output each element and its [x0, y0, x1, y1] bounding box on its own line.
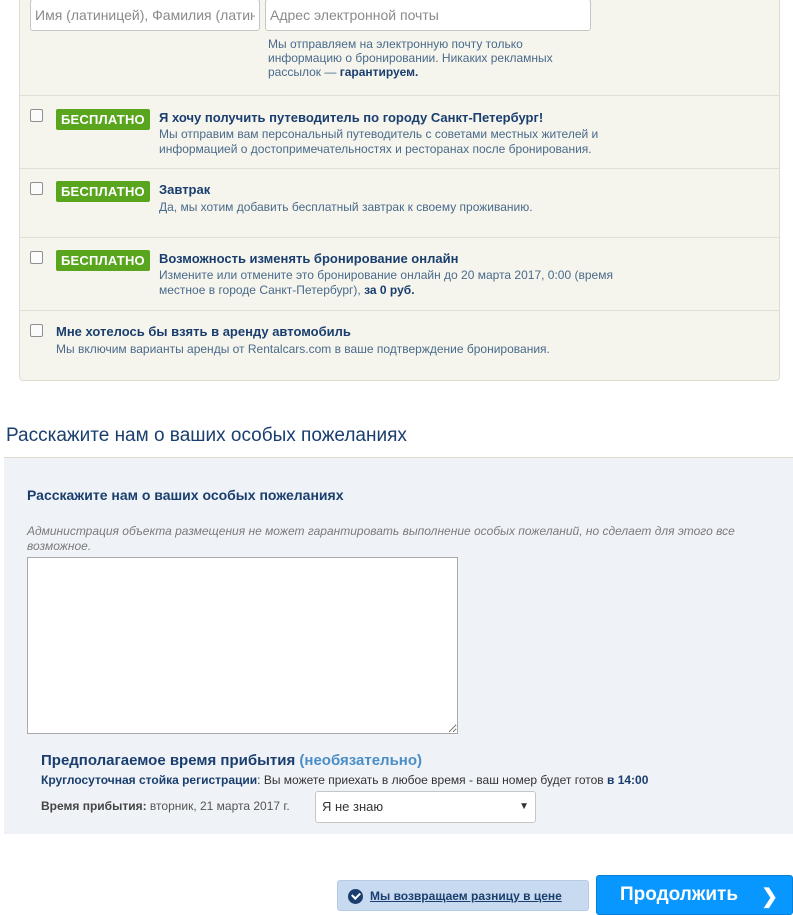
option-title-breakfast: Завтрак: [159, 182, 211, 197]
free-badge: БЕСПЛАТНО: [56, 109, 150, 130]
frontdesk-info: [41, 773, 648, 787]
flexible-booking-price: за 0 руб.: [364, 283, 415, 297]
frontdesk-text: : Вы можете приехать в любое время - ваш номер будет готов: [257, 773, 607, 787]
option-title-flexible-booking: Возможность изменять бронирование онлайн: [159, 251, 459, 266]
email-note-text: Мы отправляем на электронную почту только информацию о бронировании. Никаких рекламных рассылок —: [268, 37, 553, 79]
option-desc-breakfast: Да, мы хотим добавить бесплатный завтрак к своему проживанию.: [159, 200, 533, 214]
flexible-booking-text: Измените или отмените это бронирование онлайн до 20 марта 2017, 0:00 (время местное в городе Санкт-Петербург),: [159, 268, 613, 297]
section-heading-requests: Расскажите нам о ваших особых пожеланиях: [6, 425, 407, 446]
option-desc-city-guide: Мы отправим вам персональный путеводитель с советами местных жителей и информацией о достопримечательностях и ресторанах после бронирования.: [159, 127, 599, 156]
frontdesk-label: Круглосуточная стойка регистрации: [41, 773, 258, 787]
email-note: [268, 37, 588, 79]
arrival-time-label: Время прибытия:: [41, 799, 147, 813]
option-desc-flexible-booking: [159, 268, 629, 298]
arrival-select-value: Я не знаю: [322, 799, 384, 814]
arrival-heading-optional: (необязательно): [299, 752, 423, 769]
email-input[interactable]: [265, 0, 591, 31]
arrival-heading-text: Предполагаемое время прибытия: [41, 752, 296, 769]
arrival-time-select[interactable]: [315, 791, 536, 823]
special-requests-textarea[interactable]: [27, 557, 458, 734]
checkbox-breakfast[interactable]: [30, 182, 43, 195]
free-badge: БЕСПЛАТНО: [56, 250, 150, 271]
requests-note: Администрация объекта размещения не может гарантировать выполнение особых пожеланий, но сделает для этого все возможное.: [27, 524, 735, 553]
arrival-heading: [41, 752, 422, 769]
free-badge: БЕСПЛАТНО: [56, 181, 150, 202]
continue-label: Продолжить: [620, 884, 739, 905]
option-desc-car-rental: Мы включим варианты аренды от Rentalcars.com в ваше подтверждение бронирования.: [56, 342, 550, 356]
divider: [20, 95, 779, 96]
option-title-city-guide: Я хочу получить путеводитель по городу Санкт-Петербург!: [159, 110, 544, 125]
price-match-link[interactable]: [337, 880, 589, 911]
price-match-text: Мы возвращаем разницу в цене: [370, 889, 562, 903]
requests-title: Расскажите нам о ваших особых пожеланиях: [27, 487, 344, 503]
name-input[interactable]: [30, 0, 260, 31]
caret-down-icon: ▼: [519, 801, 529, 812]
chevron-right-icon: ❯: [761, 886, 778, 908]
arrival-time-info: [41, 799, 290, 813]
divider: [20, 168, 779, 169]
checkbox-car-rental[interactable]: [30, 324, 43, 337]
check-badge-icon: [348, 889, 363, 904]
divider: [20, 237, 779, 238]
option-title-car-rental: Мне хотелось бы взять в аренду автомобиль: [56, 324, 351, 339]
arrival-date: вторник, 21 марта 2017 г.: [146, 799, 290, 813]
divider: [20, 310, 779, 311]
checkbox-flexible-booking[interactable]: [30, 251, 43, 264]
checkbox-city-guide[interactable]: [30, 109, 43, 122]
email-note-guarantee: гарантируем.: [339, 65, 419, 79]
continue-button[interactable]: [596, 875, 793, 915]
frontdesk-time: в 14:00: [606, 773, 649, 787]
